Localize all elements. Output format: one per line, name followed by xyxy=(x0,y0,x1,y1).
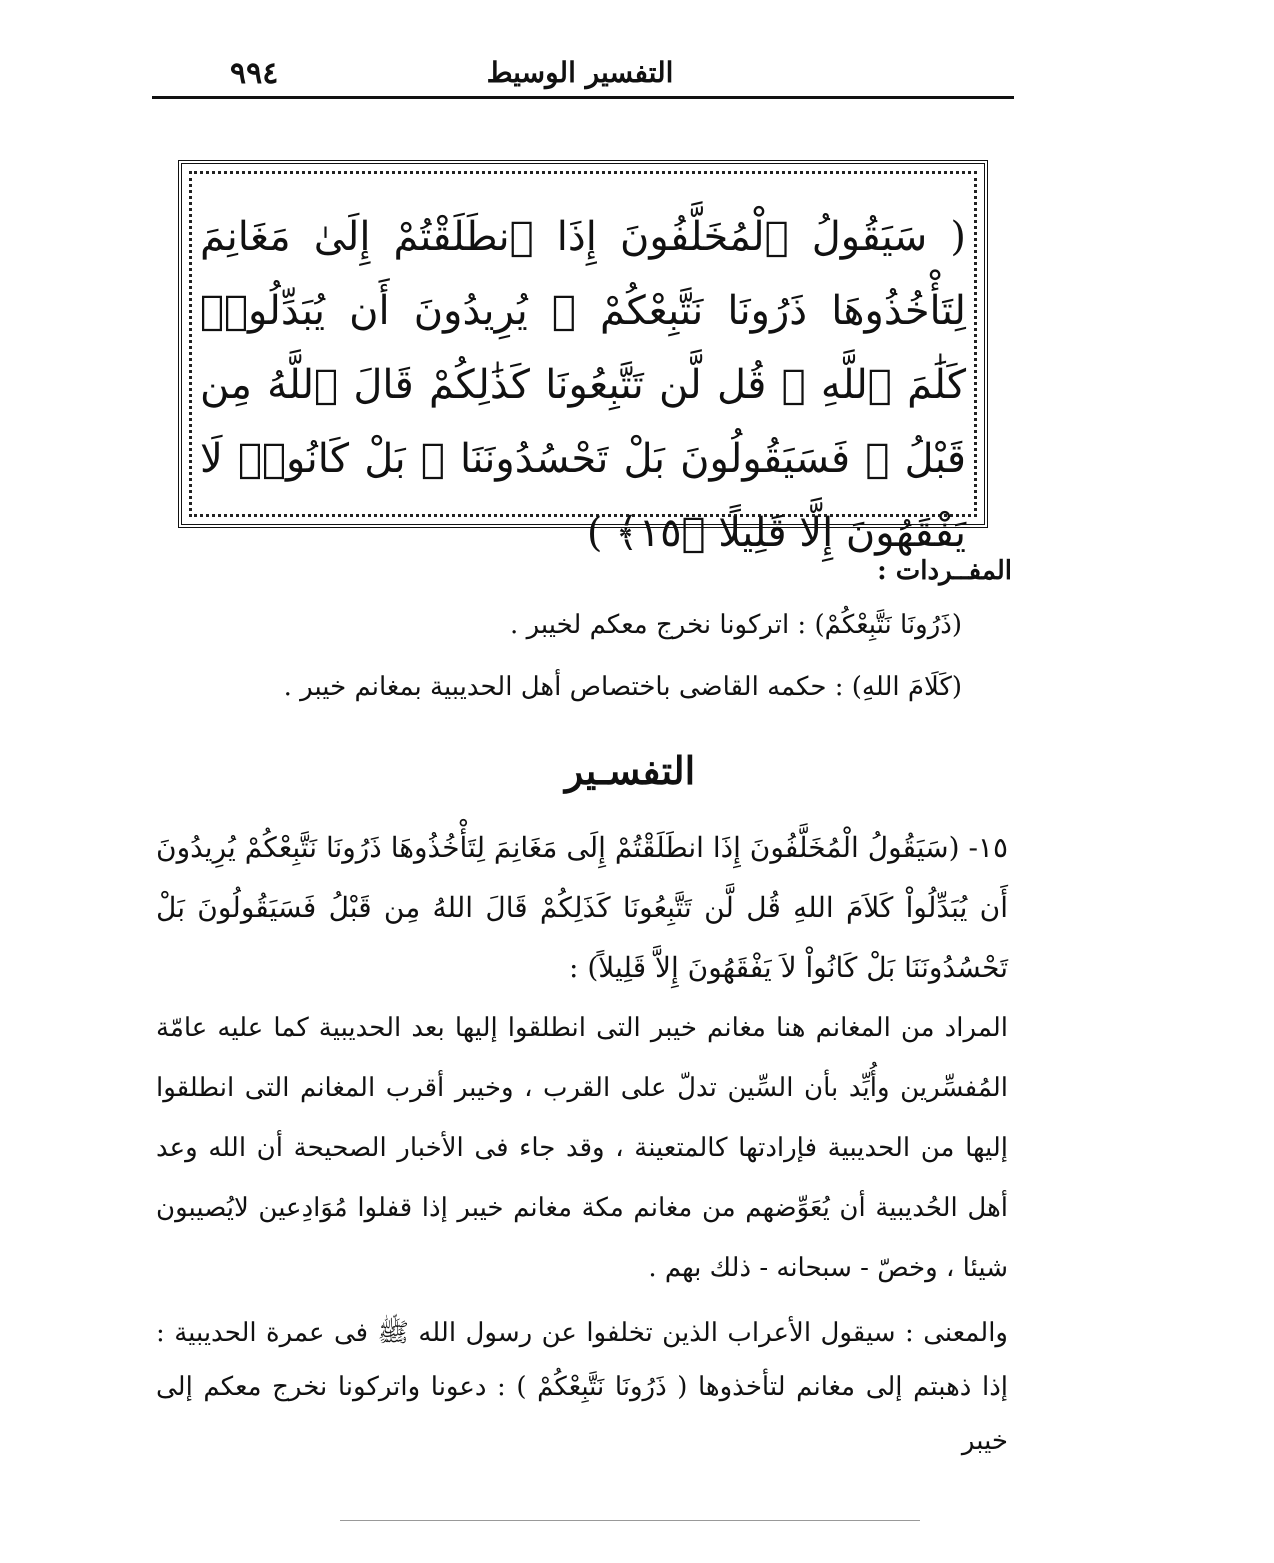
verse-text: ( سَيَقُولُ ٱلْمُخَلَّفُونَ إِذَا ٱنطَلَقْتُمْ إِلَىٰ مَغَانِمَ لِتَأْخُذُوهَا ذَرُونَا نَتَّبِعْكُمْ ۖ يُرِيدُونَ أَن يُبَدِّلُوا۟ كَلَٰمَ ٱللَّهِ ۚ قُل لَّن تَتَّبِعُونَا كَذَٰلِكُمْ قَالَ ٱللَّهُ مِن قَبْلُ ۖ فَسَيَقُولُونَ بَلْ تَحْسُدُونَنَا ۚ بَلْ كَانُوا۟ لَا يَفْقَهُونَ إِلَّا قَلِيلًا ﴿١٥﴾ ) xyxy=(200,214,966,556)
tafsir-verse-paragraph: ١٥- (سَيَقُولُ الْمُخَلَّفُونَ إِذَا انطَلَقْتُمْ إِلَى مَغَانِمَ لِتَأْخُذُوهَا ذَرُونَا نَتَّبِعْكُمْ يُرِيدُونَ أَن يُبَدِّلُواْ كَلاَمَ اللهِ قُل لَّن تَتَّبِعُونَا كَذَلِكُمْ قَالَ اللهُ مِن قَبْلُ فَسَيَقُولُونَ بَلْ تَحْسُدُونَنَا بَلْ كَانُواْ لاَ يَفْقَهُونَ إِلاَّ قَلِيلاً) : xyxy=(156,831,1008,984)
vocabulary-heading: المفــردات : xyxy=(877,556,1012,586)
vocabulary-item: (كَلَامَ اللهِ) : حكمه القاضى باختصاص أهل الحديبية بمغانم خيبر . xyxy=(283,672,962,702)
tafsir-paragraph: والمعنى : سيقول الأعراب الذين تخلفوا عن رسول الله ﷺ فى عمرة الحديبية : إذا ذهبتم إلى مغانم لتأخذوها ( ذَرُونَا نَتَّبِعْكُمْ ) : دعونا واتركونا نخرج معكم إلى خيبر xyxy=(156,1318,1008,1456)
vocabulary-item: (ذَرُونَا نَتَّبِعْكُمْ) : اتركونا نخرج معكم لخيبر . xyxy=(510,610,962,640)
page-number: ٩٩٤ xyxy=(230,56,279,91)
bottom-divider xyxy=(340,1520,920,1521)
tafsir-paragraph: المراد من المغانم هنا مغانم خيبر التى انطلقوا إليها بعد الحديبية كما عليه عامّة المُفسِّرين وأُيِّد بأن السِّين تدلّ على القرب ، وخيبر أقرب المغانم التى انطلقوا إليها من الحديبية فإرادتها كالمتعينة ، وقد جاء فى الأخبار الصحيحة أن الله وعد أهل الحُديبية أن يُعَوِّضهم من مغانم مكة مغانم خيبر إذا قفلوا مُوَادِعين لايُصيبون شيئا ، وخصّ - سبحانه - ذلك بهم . xyxy=(156,1013,1008,1283)
tafsir-title: التفسـير xyxy=(564,748,696,793)
running-title: التفسير الوسيط xyxy=(486,56,674,89)
header-divider xyxy=(152,96,1014,99)
